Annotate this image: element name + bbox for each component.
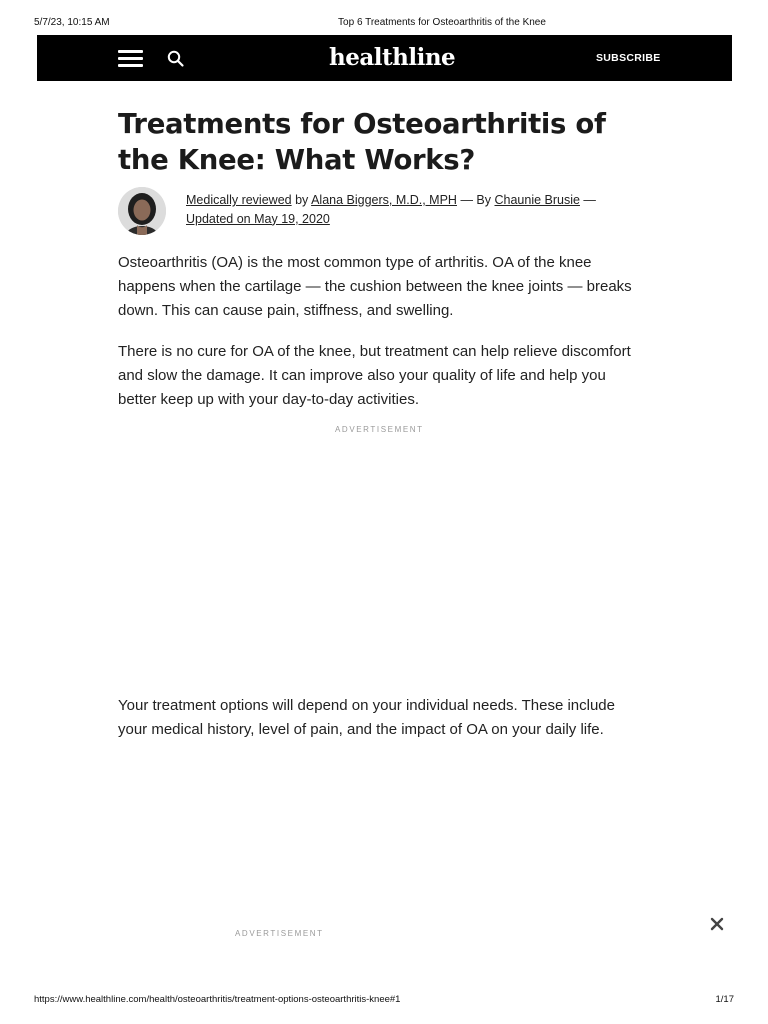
advertisement-label-1: ADVERTISEMENT [335,425,424,434]
print-page-number: 1/17 [715,994,734,1005]
print-footer [0,994,768,1008]
byline-by-word: by [291,193,312,207]
top-navbar [37,35,732,81]
reviewer-link[interactable]: Alana Biggers, M.D., MPH [311,193,457,207]
search-icon[interactable] [167,50,185,68]
close-icon[interactable] [709,916,725,932]
article-paragraph-2: There is no cure for OA of the knee, but treatment can help relieve discomfort and slow the damage. It can improve also your quality of life and help you better keep up with your day-to-day activities. [118,343,631,408]
byline-author-separator: — By [456,193,495,207]
hamburger-menu-icon[interactable] [118,50,143,67]
print-footer-url: https://www.healthline.com/health/osteoarthritis/treatment-options-osteoarthritis-knee#1 [34,994,401,1005]
byline-text [186,191,646,228]
advertisement-label-2: ADVERTISEMENT [235,929,324,938]
article-title: Treatments for Osteoarthritis of the Knee: What Works? [118,108,606,176]
article-paragraph-3: Your treatment options will depend on your individual needs. These include your medical history, level of pain, and the impact of OA on your daily life. [118,697,615,738]
author-link[interactable]: Chaunie Brusie [494,193,580,207]
article-paragraph-1: Osteoarthritis (OA) is the most common type of arthritis. OA of the knee happens when the cartilage — the cushion between the knee joints — breaks down. This can cause pain, stiffness, and swelling. [118,254,632,319]
article-header [118,106,648,226]
byline-trailing-dash: — [579,193,596,207]
byline [118,187,648,237]
healthline-logo[interactable]: healthline [329,44,456,71]
reviewer-avatar [118,187,166,235]
medically-reviewed-link[interactable]: Medically reviewed [186,193,292,207]
print-page-title: Top 6 Treatments for Osteoarthritis of the Knee [338,17,546,28]
print-header [0,17,768,31]
updated-date-link[interactable]: Updated on May 19, 2020 [186,211,330,226]
print-datetime: 5/7/23, 10:15 AM [34,17,110,28]
subscribe-button[interactable]: SUBSCRIBE [596,52,661,64]
